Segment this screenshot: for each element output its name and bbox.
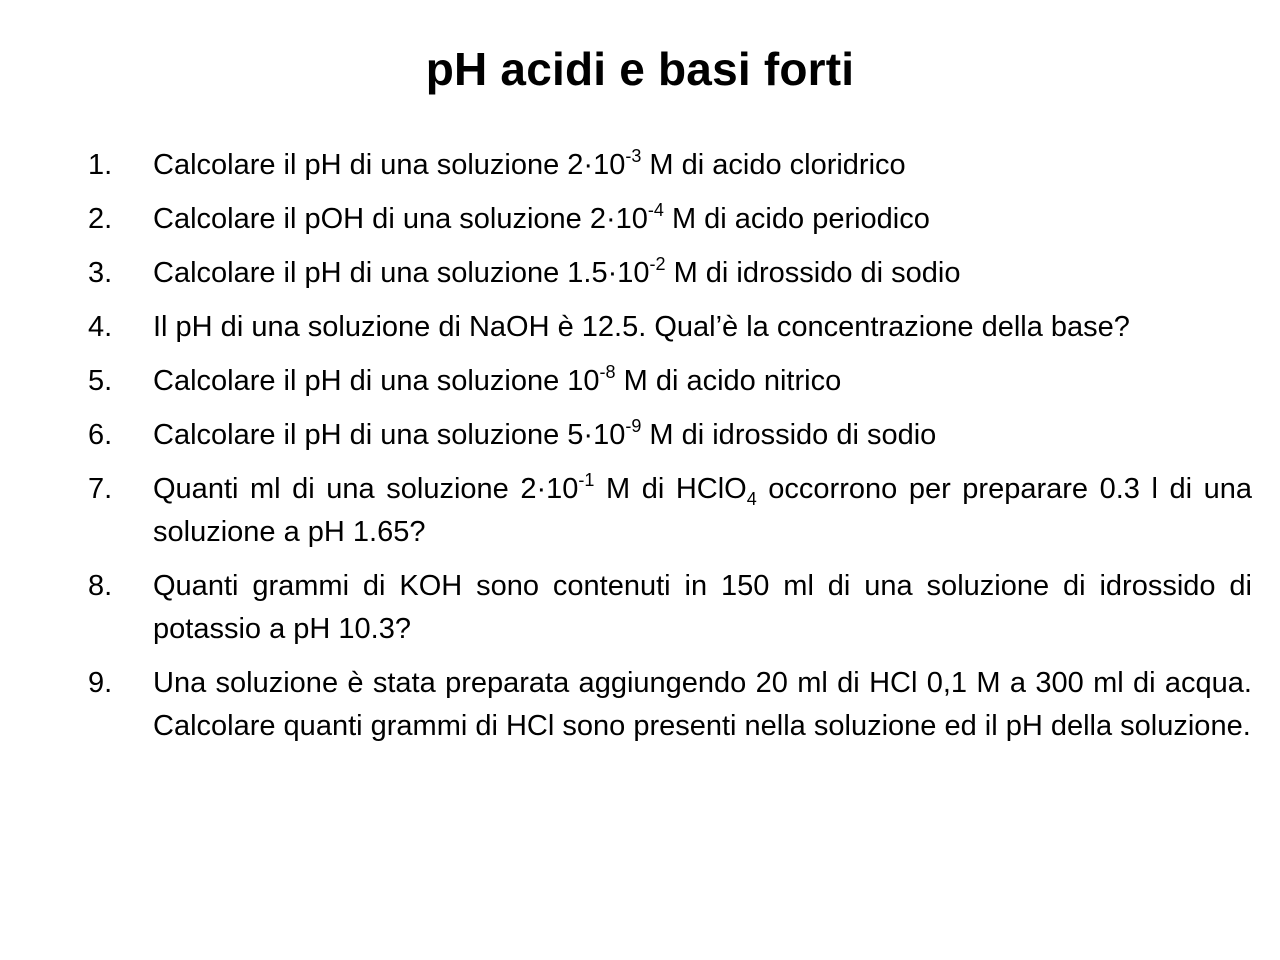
exercise-text: Quanti ml di una soluzione 2·10 [153, 473, 579, 505]
exercise-item-3 [88, 252, 1252, 295]
exercise-item-1 [88, 144, 1252, 187]
exercise-text: M di acido cloridrico [641, 149, 906, 181]
exercise-text: Quanti grammi di KOH sono contenuti in 150 ml di una soluzione di idrossido di potassio a pH 10.3? [153, 570, 1252, 645]
exercise-text: Calcolare il pH di una soluzione 1.5·10 [153, 257, 650, 289]
exponent: -1 [578, 470, 595, 490]
exercise-item-7 [88, 468, 1252, 554]
exercise-text: M di acido nitrico [615, 365, 842, 397]
slide-title: pH acidi e basi forti [425, 43, 855, 95]
exercise-text: occorrono per preparare 0.3 l di una soluzione a pH 1.65? [153, 473, 1252, 548]
exponent: -4 [647, 200, 664, 220]
exercise-text: Calcolare il pH di una soluzione 10 [153, 365, 600, 397]
exercise-item-4 [88, 306, 1252, 349]
exercise-text: Calcolare il pH di una soluzione 2·10 [153, 149, 626, 181]
exercise-number: 3. [88, 257, 113, 289]
exercise-list [88, 144, 1252, 759]
exercise-text: Il pH di una soluzione di NaOH è 12.5. Qual’è la concentrazione della base? [153, 311, 1130, 343]
exercise-number: 6. [88, 419, 113, 451]
exponent: -8 [599, 362, 616, 382]
exercise-text: M di idrossido di sodio [665, 257, 961, 289]
exercise-number: 1. [88, 149, 113, 181]
exercise-text: Calcolare il pH di una soluzione 5·10 [153, 419, 626, 451]
exercise-number: 2. [88, 203, 113, 235]
exercise-item-9 [88, 662, 1252, 748]
exercise-number: 7. [88, 473, 113, 505]
subscript: 4 [746, 489, 757, 509]
exercise-item-8 [88, 565, 1252, 651]
exercise-number: 4. [88, 311, 113, 343]
exercise-text: M di HClO [594, 473, 747, 505]
exercise-text: Una soluzione è stata preparata aggiungendo 20 ml di HCl 0,1 M a 300 ml di acqua. Calcolare quanti grammi di HCl sono presenti nella soluzione ed il pH della soluzione. [153, 667, 1252, 742]
exercise-number: 9. [88, 667, 113, 699]
exponent: -3 [625, 146, 642, 166]
exercise-text: Calcolare il pOH di una soluzione 2·10 [153, 203, 648, 235]
exercise-item-2 [88, 198, 1252, 241]
exponent: -2 [649, 254, 666, 274]
exercise-text: M di idrossido di sodio [641, 419, 937, 451]
exercise-text: M di acido periodico [663, 203, 930, 235]
exponent: -9 [625, 416, 642, 436]
exercise-number: 8. [88, 570, 113, 602]
exercise-item-6 [88, 414, 1252, 457]
exercise-item-5 [88, 360, 1252, 403]
exercise-number: 5. [88, 365, 113, 397]
